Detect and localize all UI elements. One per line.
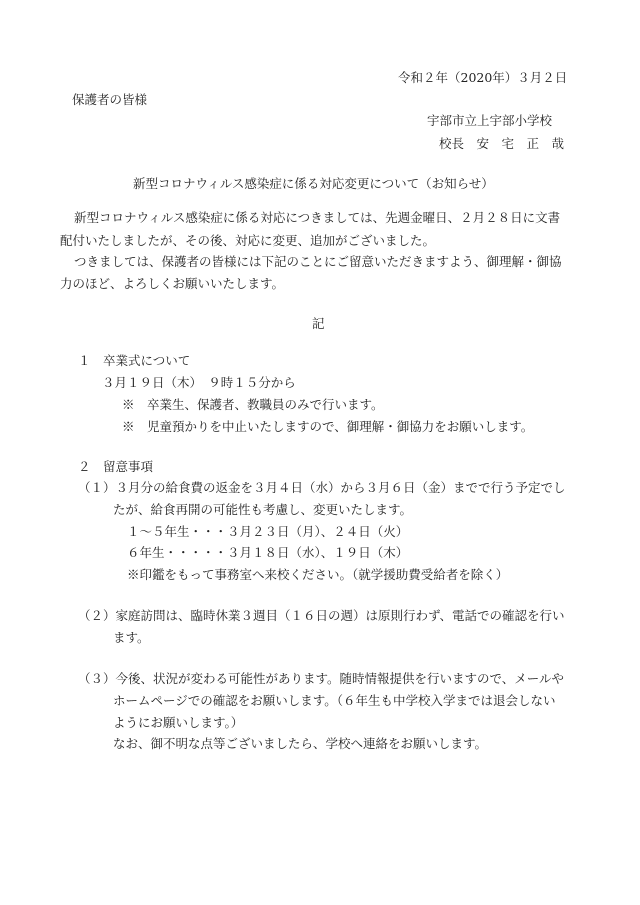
issue-date: 令和２年（2020年）３月２日 <box>398 70 568 85</box>
item2-line-1: （２）家庭訪問は、臨時休業３週目（１６日の週）は原則行わず、電話での確認を行い <box>78 608 565 623</box>
item1-schedule-2: ６年生・・・・・３月１８日（水）、１９日（木） <box>127 545 409 560</box>
section1-heading: １ 卒業式について <box>78 353 191 368</box>
ki-heading: 記 <box>312 316 325 331</box>
intro-line-2: 配付いたしましたが、その後、対応に変更、追加がございました。 <box>60 233 436 248</box>
recipient: 保護者の皆様 <box>72 92 148 107</box>
section2-heading: ２ 留意事項 <box>78 459 154 474</box>
item3-line-3: ようにお願いします。） <box>113 715 244 730</box>
item1-line-2: たが、給食再開の可能性も考慮し、変更いたします。 <box>113 502 413 517</box>
item1-schedule-1: １～５年生・・・３月２３日（月）、２４日（火） <box>127 524 409 539</box>
item1-note: ※印鑑をもって事務室へ来校ください。（就学援助費受給者を除く） <box>127 567 509 582</box>
document-title: 新型コロナウィルス感染症に係る対応変更について（お知らせ） <box>133 176 494 191</box>
section1-note-2: ※ 児童預かりを中止いたしますので、御理解・御協力をお願いします。 <box>122 419 534 434</box>
intro-line-1: 新型コロナウィルス感染症に係る対応につきましては、先週金曜日、２月２８日に文書 <box>74 210 561 225</box>
section1-note-1: ※ 卒業生、保護者、教職員のみで行います。 <box>122 397 384 412</box>
item3-line-1: （３）今後、状況が変わる可能性があります。随時情報提供を行いますので、メールや <box>78 671 565 686</box>
item1-line-1: （１）３月分の給食費の返金を３月４日（水）から３月６日（金）までで行う予定でし <box>78 480 566 495</box>
school-name: 宇部市立上宇部小学校 <box>427 113 553 128</box>
intro-line-4: 力のほど、よろしくお願いいたします。 <box>60 276 285 291</box>
item2-line-2: ます。 <box>113 630 150 645</box>
item3-line-2: ホームページでの確認をお願いします。（６年生も中学校入学までは退会しない <box>113 693 556 708</box>
principal-name: 校長 安 宅 正 哉 <box>439 136 565 151</box>
section1-datetime: ３月１９日（木） ９時１５分から <box>102 375 296 390</box>
item3-line-4: なお、御不明な点等ございましたら、学校へ連絡をお願いします。 <box>113 736 488 751</box>
intro-line-3: つきましては、保護者の皆様には下記のことにご留意いただきますよう、御理解・御協 <box>74 254 562 269</box>
